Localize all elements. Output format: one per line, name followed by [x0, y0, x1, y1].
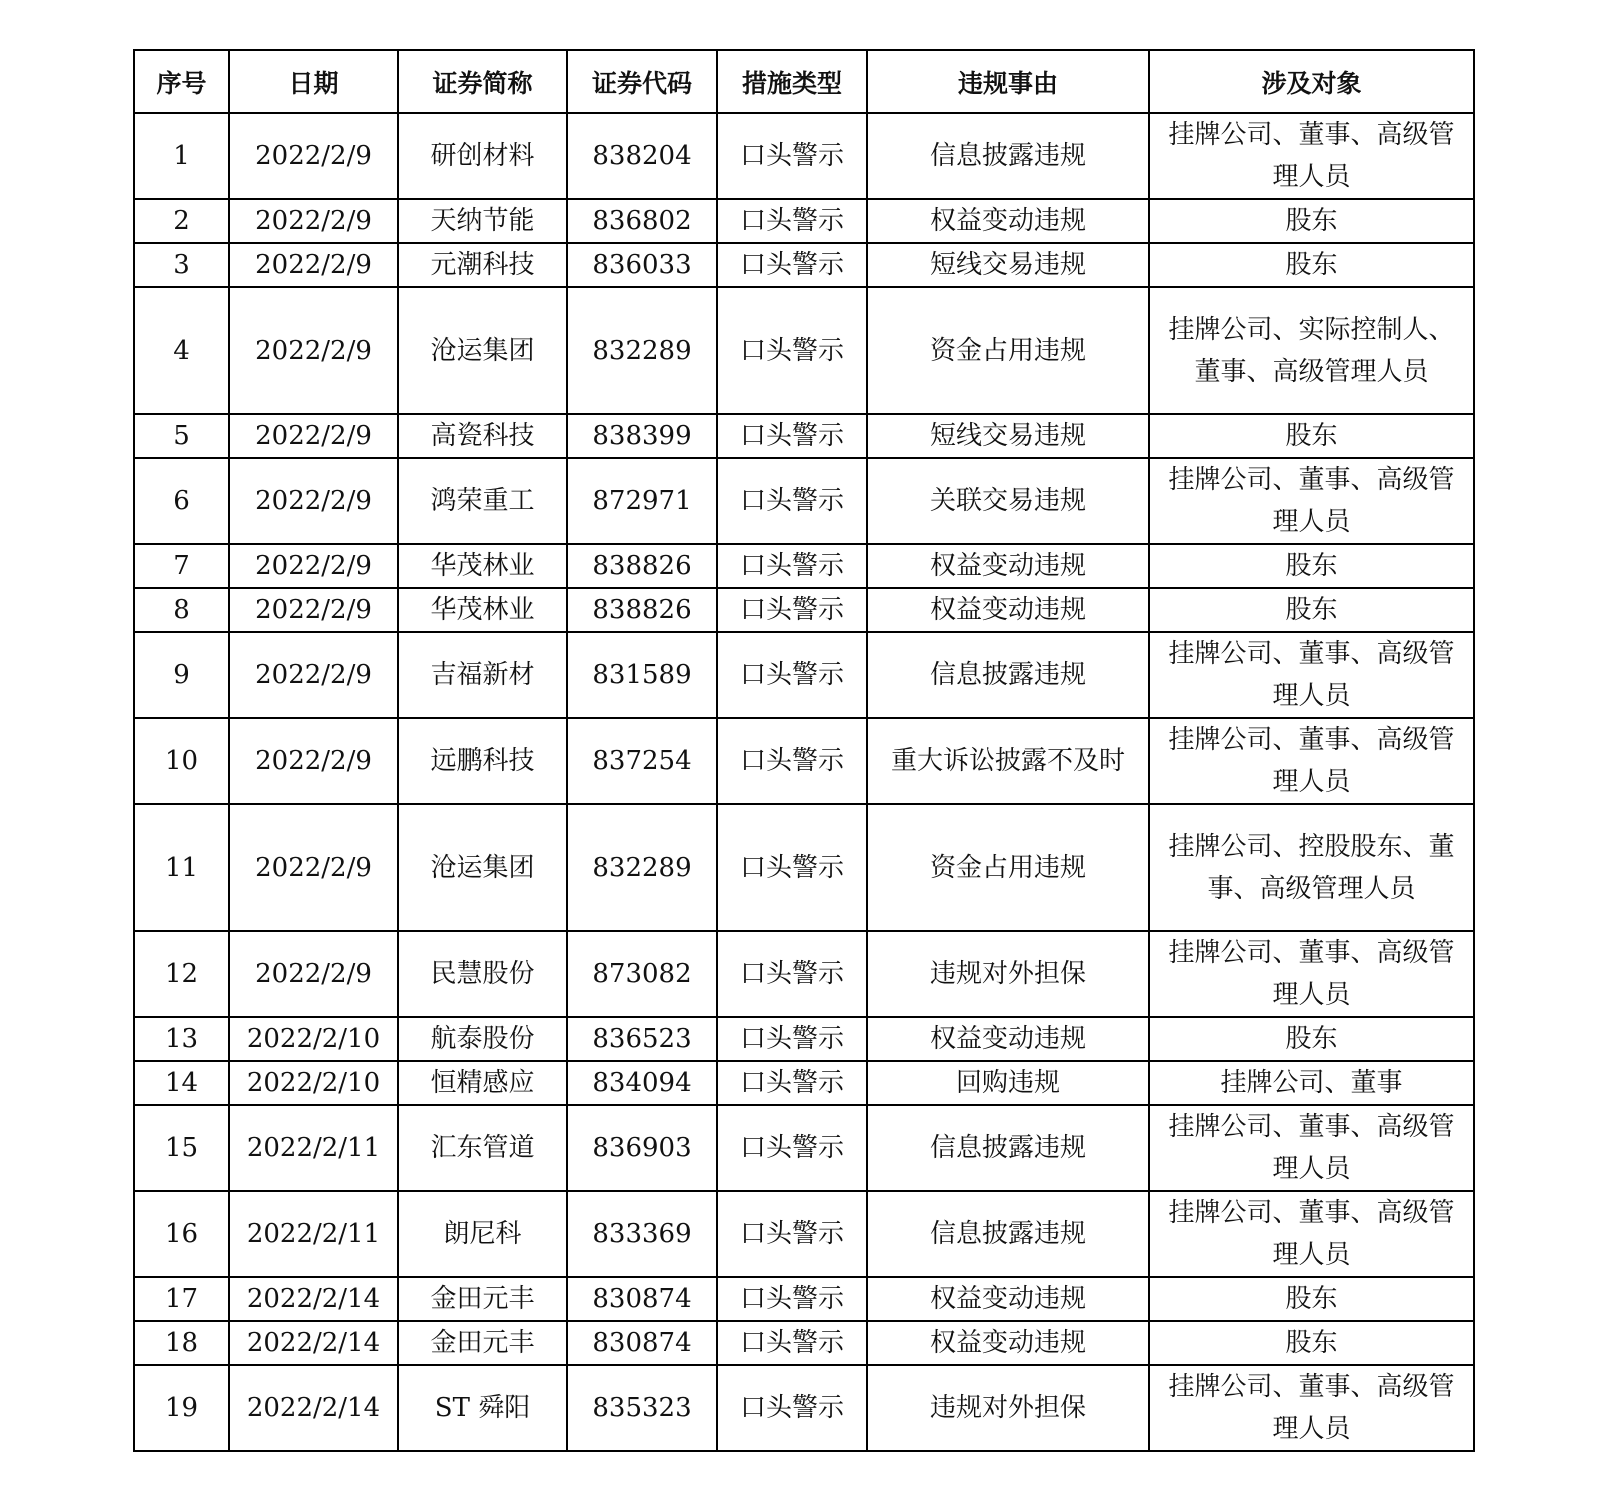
- table-row: [134, 1105, 1474, 1191]
- cell-security-name: 华茂林业: [398, 544, 567, 588]
- cell-security-name: 航泰股份: [398, 1017, 567, 1061]
- cell-serial-no: 3: [134, 243, 229, 287]
- cell-violation-reason: 信息披露违规: [867, 113, 1149, 199]
- cell-date: 2022/2/10: [229, 1061, 398, 1105]
- cell-serial-no: 17: [134, 1277, 229, 1321]
- cell-measure-type: 口头警示: [717, 544, 867, 588]
- cell-security-code: 838826: [567, 544, 717, 588]
- cell-violation-reason: 信息披露违规: [867, 632, 1149, 718]
- cell-involved-parties: 挂牌公司、董事、高级管理人员: [1149, 458, 1474, 544]
- cell-measure-type: 口头警示: [717, 1017, 867, 1061]
- header-serial-no: 序号: [134, 50, 229, 113]
- cell-serial-no: 14: [134, 1061, 229, 1105]
- cell-date: 2022/2/10: [229, 1017, 398, 1061]
- cell-measure-type: 口头警示: [717, 1061, 867, 1105]
- header-violation-reason: 违规事由: [867, 50, 1149, 113]
- cell-measure-type: 口头警示: [717, 243, 867, 287]
- cell-violation-reason: 关联交易违规: [867, 458, 1149, 544]
- cell-serial-no: 2: [134, 199, 229, 243]
- cell-security-name: 民慧股份: [398, 931, 567, 1017]
- table-row: [134, 718, 1474, 804]
- cell-serial-no: 11: [134, 804, 229, 931]
- table-row: [134, 113, 1474, 199]
- table-row: [134, 1191, 1474, 1277]
- cell-involved-parties: 挂牌公司、实际控制人、董事、高级管理人员: [1149, 287, 1474, 414]
- cell-measure-type: 口头警示: [717, 458, 867, 544]
- cell-security-code: 836033: [567, 243, 717, 287]
- cell-date: 2022/2/14: [229, 1365, 398, 1451]
- cell-violation-reason: 违规对外担保: [867, 1365, 1149, 1451]
- cell-security-name: 远鹏科技: [398, 718, 567, 804]
- regulatory-measures-table: [133, 49, 1475, 1452]
- cell-security-code: 836903: [567, 1105, 717, 1191]
- table-row: [134, 1365, 1474, 1451]
- cell-date: 2022/2/9: [229, 544, 398, 588]
- cell-date: 2022/2/9: [229, 718, 398, 804]
- cell-involved-parties: 股东: [1149, 1321, 1474, 1365]
- table-row: [134, 414, 1474, 458]
- cell-involved-parties: 股东: [1149, 1017, 1474, 1061]
- cell-date: 2022/2/9: [229, 804, 398, 931]
- table-row: [134, 287, 1474, 414]
- cell-measure-type: 口头警示: [717, 931, 867, 1017]
- cell-involved-parties: 股东: [1149, 588, 1474, 632]
- cell-security-code: 838204: [567, 113, 717, 199]
- table-body: [134, 113, 1474, 1451]
- cell-security-name: 恒精感应: [398, 1061, 567, 1105]
- cell-violation-reason: 权益变动违规: [867, 1017, 1149, 1061]
- cell-violation-reason: 短线交易违规: [867, 414, 1149, 458]
- cell-measure-type: 口头警示: [717, 588, 867, 632]
- cell-serial-no: 13: [134, 1017, 229, 1061]
- cell-serial-no: 5: [134, 414, 229, 458]
- cell-violation-reason: 资金占用违规: [867, 804, 1149, 931]
- cell-involved-parties: 挂牌公司、董事、高级管理人员: [1149, 1191, 1474, 1277]
- cell-security-name: 鸿荣重工: [398, 458, 567, 544]
- cell-serial-no: 7: [134, 544, 229, 588]
- table-row: [134, 804, 1474, 931]
- table-row: [134, 1277, 1474, 1321]
- cell-date: 2022/2/11: [229, 1105, 398, 1191]
- table-row: [134, 243, 1474, 287]
- cell-measure-type: 口头警示: [717, 199, 867, 243]
- cell-serial-no: 10: [134, 718, 229, 804]
- cell-serial-no: 1: [134, 113, 229, 199]
- cell-security-code: 837254: [567, 718, 717, 804]
- cell-date: 2022/2/14: [229, 1277, 398, 1321]
- cell-security-code: 832289: [567, 287, 717, 414]
- cell-involved-parties: 挂牌公司、董事、高级管理人员: [1149, 113, 1474, 199]
- cell-serial-no: 6: [134, 458, 229, 544]
- header-security-name: 证券简称: [398, 50, 567, 113]
- table-row: [134, 544, 1474, 588]
- cell-violation-reason: 重大诉讼披露不及时: [867, 718, 1149, 804]
- table-header-row: [134, 50, 1474, 113]
- cell-violation-reason: 权益变动违规: [867, 544, 1149, 588]
- cell-involved-parties: 股东: [1149, 544, 1474, 588]
- cell-security-name: 金田元丰: [398, 1277, 567, 1321]
- table-row: [134, 199, 1474, 243]
- table-row: [134, 1017, 1474, 1061]
- header-date: 日期: [229, 50, 398, 113]
- cell-security-name: 华茂林业: [398, 588, 567, 632]
- cell-date: 2022/2/9: [229, 931, 398, 1017]
- cell-measure-type: 口头警示: [717, 414, 867, 458]
- cell-security-name: 元潮科技: [398, 243, 567, 287]
- cell-measure-type: 口头警示: [717, 1277, 867, 1321]
- cell-date: 2022/2/9: [229, 287, 398, 414]
- table-row: [134, 588, 1474, 632]
- cell-security-code: 832289: [567, 804, 717, 931]
- cell-security-code: 836523: [567, 1017, 717, 1061]
- cell-security-code: 835323: [567, 1365, 717, 1451]
- cell-serial-no: 19: [134, 1365, 229, 1451]
- cell-security-name: 金田元丰: [398, 1321, 567, 1365]
- cell-measure-type: 口头警示: [717, 1321, 867, 1365]
- cell-serial-no: 12: [134, 931, 229, 1017]
- cell-measure-type: 口头警示: [717, 804, 867, 931]
- header-measure-type: 措施类型: [717, 50, 867, 113]
- cell-involved-parties: 股东: [1149, 414, 1474, 458]
- cell-date: 2022/2/9: [229, 414, 398, 458]
- cell-date: 2022/2/11: [229, 1191, 398, 1277]
- cell-security-code: 830874: [567, 1277, 717, 1321]
- cell-security-code: 838826: [567, 588, 717, 632]
- cell-security-name: 高瓷科技: [398, 414, 567, 458]
- cell-serial-no: 4: [134, 287, 229, 414]
- cell-involved-parties: 挂牌公司、董事、高级管理人员: [1149, 1105, 1474, 1191]
- cell-violation-reason: 违规对外担保: [867, 931, 1149, 1017]
- cell-measure-type: 口头警示: [717, 113, 867, 199]
- cell-serial-no: 18: [134, 1321, 229, 1365]
- cell-involved-parties: 挂牌公司、董事: [1149, 1061, 1474, 1105]
- table-row: [134, 1061, 1474, 1105]
- table-row: [134, 1321, 1474, 1365]
- cell-date: 2022/2/9: [229, 113, 398, 199]
- cell-date: 2022/2/9: [229, 199, 398, 243]
- cell-involved-parties: 挂牌公司、董事、高级管理人员: [1149, 718, 1474, 804]
- cell-measure-type: 口头警示: [717, 718, 867, 804]
- cell-security-code: 831589: [567, 632, 717, 718]
- header-involved-parties: 涉及对象: [1149, 50, 1474, 113]
- cell-measure-type: 口头警示: [717, 1105, 867, 1191]
- cell-date: 2022/2/9: [229, 632, 398, 718]
- cell-involved-parties: 股东: [1149, 243, 1474, 287]
- cell-violation-reason: 短线交易违规: [867, 243, 1149, 287]
- cell-date: 2022/2/9: [229, 588, 398, 632]
- cell-security-name: ST 舜阳: [398, 1365, 567, 1451]
- cell-measure-type: 口头警示: [717, 287, 867, 414]
- cell-measure-type: 口头警示: [717, 1365, 867, 1451]
- cell-serial-no: 9: [134, 632, 229, 718]
- header-security-code: 证券代码: [567, 50, 717, 113]
- table-row: [134, 458, 1474, 544]
- cell-security-code: 872971: [567, 458, 717, 544]
- cell-security-name: 研创材料: [398, 113, 567, 199]
- cell-violation-reason: 信息披露违规: [867, 1191, 1149, 1277]
- cell-date: 2022/2/9: [229, 243, 398, 287]
- cell-security-code: 830874: [567, 1321, 717, 1365]
- table-row: [134, 931, 1474, 1017]
- cell-security-code: 836802: [567, 199, 717, 243]
- table-row: [134, 632, 1474, 718]
- cell-violation-reason: 权益变动违规: [867, 1277, 1149, 1321]
- cell-security-name: 汇东管道: [398, 1105, 567, 1191]
- regulatory-measures-table-container: [133, 49, 1473, 1452]
- cell-security-code: 873082: [567, 931, 717, 1017]
- cell-violation-reason: 回购违规: [867, 1061, 1149, 1105]
- cell-involved-parties: 挂牌公司、董事、高级管理人员: [1149, 931, 1474, 1017]
- cell-date: 2022/2/14: [229, 1321, 398, 1365]
- cell-serial-no: 8: [134, 588, 229, 632]
- cell-security-name: 朗尼科: [398, 1191, 567, 1277]
- cell-violation-reason: 信息披露违规: [867, 1105, 1149, 1191]
- cell-date: 2022/2/9: [229, 458, 398, 544]
- cell-involved-parties: 挂牌公司、董事、高级管理人员: [1149, 632, 1474, 718]
- cell-violation-reason: 权益变动违规: [867, 1321, 1149, 1365]
- cell-serial-no: 15: [134, 1105, 229, 1191]
- cell-violation-reason: 权益变动违规: [867, 199, 1149, 243]
- cell-serial-no: 16: [134, 1191, 229, 1277]
- cell-measure-type: 口头警示: [717, 632, 867, 718]
- cell-involved-parties: 股东: [1149, 1277, 1474, 1321]
- cell-violation-reason: 权益变动违规: [867, 588, 1149, 632]
- cell-measure-type: 口头警示: [717, 1191, 867, 1277]
- cell-security-code: 833369: [567, 1191, 717, 1277]
- cell-security-code: 838399: [567, 414, 717, 458]
- cell-violation-reason: 资金占用违规: [867, 287, 1149, 414]
- cell-security-name: 天纳节能: [398, 199, 567, 243]
- cell-security-name: 吉福新材: [398, 632, 567, 718]
- cell-security-name: 沧运集团: [398, 287, 567, 414]
- cell-involved-parties: 挂牌公司、控股股东、董事、高级管理人员: [1149, 804, 1474, 931]
- cell-security-name: 沧运集团: [398, 804, 567, 931]
- cell-security-code: 834094: [567, 1061, 717, 1105]
- cell-involved-parties: 挂牌公司、董事、高级管理人员: [1149, 1365, 1474, 1451]
- cell-involved-parties: 股东: [1149, 199, 1474, 243]
